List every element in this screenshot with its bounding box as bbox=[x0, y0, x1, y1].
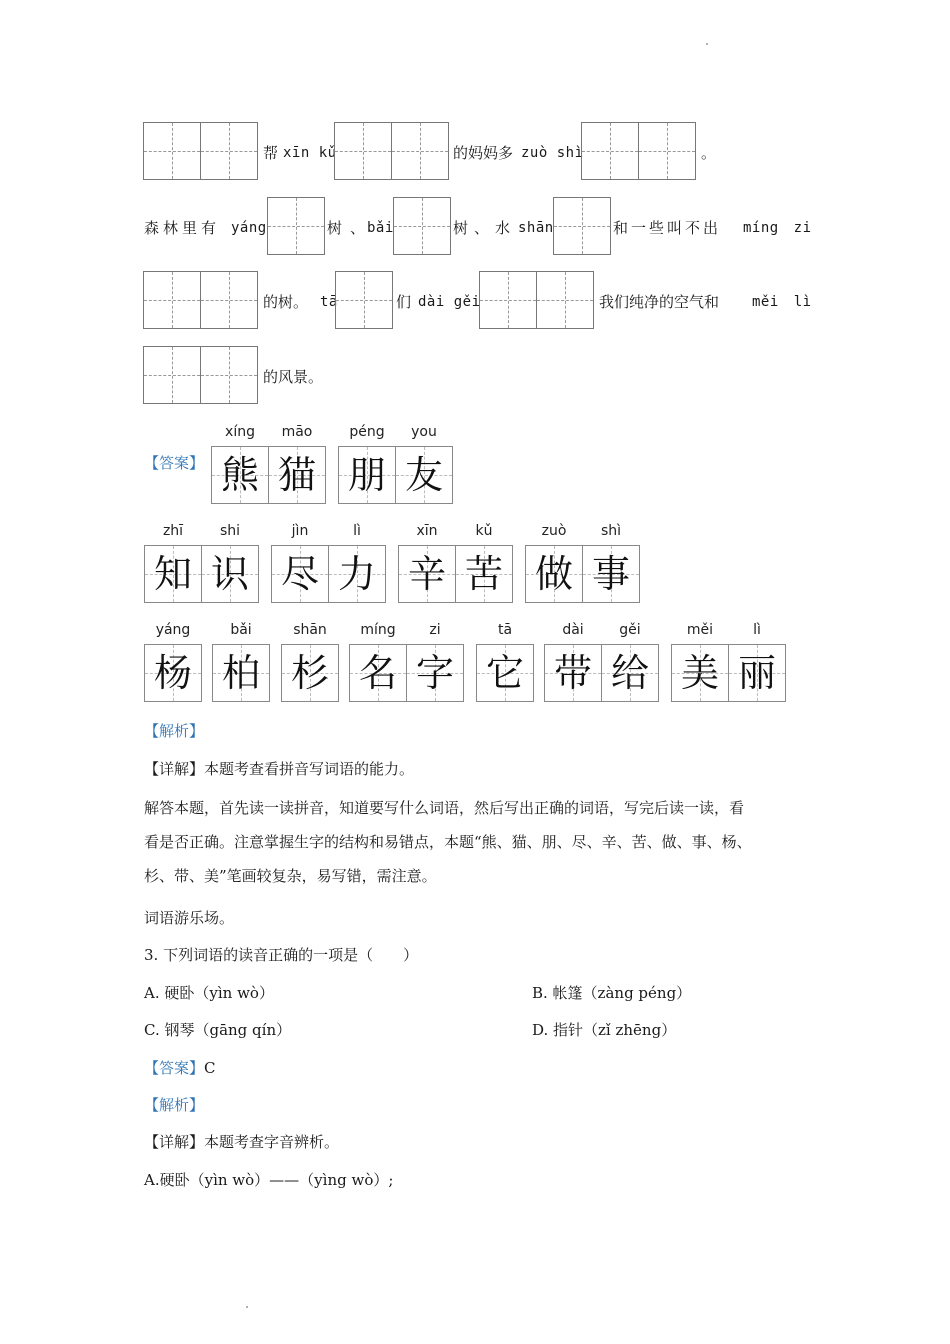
answer3: C bbox=[204, 1059, 216, 1077]
analysis-label: 【解析】 bbox=[144, 1096, 205, 1114]
answer-pinyin: péng bbox=[349, 424, 385, 440]
answer-char-cell bbox=[544, 644, 602, 702]
answer-grid bbox=[525, 545, 640, 603]
answer-char: 美 bbox=[680, 651, 719, 695]
text: 们 bbox=[396, 293, 412, 311]
option-a[interactable]: A. 硬卧（yìn wò） bbox=[144, 984, 274, 1002]
answer-char: 丽 bbox=[737, 651, 776, 695]
blank-grid[interactable] bbox=[581, 122, 696, 180]
answer-char: 事 bbox=[591, 552, 630, 596]
answer-grid bbox=[671, 644, 786, 702]
answer-char: 辛 bbox=[407, 552, 446, 596]
answer3-line bbox=[144, 1058, 216, 1078]
text: 和一些叫不出 bbox=[613, 219, 722, 237]
blank-grid[interactable] bbox=[334, 122, 449, 180]
corner-dot bbox=[246, 1306, 248, 1308]
answer-char: 尽 bbox=[280, 552, 319, 596]
answer-grid bbox=[476, 644, 534, 702]
answer-grid bbox=[144, 644, 202, 702]
answer-pinyin: kǔ bbox=[475, 523, 493, 539]
answer-char: 力 bbox=[337, 552, 376, 596]
answer-pinyin: you bbox=[411, 424, 437, 440]
answer-char: 苦 bbox=[464, 552, 503, 596]
answer-char: 猫 bbox=[277, 453, 316, 497]
para-line: 杉、带、美”笔画较复杂，易写错，需注意。 bbox=[144, 867, 437, 885]
section-title: 词语游乐场。 bbox=[144, 909, 235, 927]
answer-char: 朋 bbox=[347, 453, 386, 497]
pinyin: míng zi bbox=[743, 220, 812, 236]
answer-pinyin: yáng bbox=[155, 622, 191, 638]
answer-pinyin: tā bbox=[497, 622, 513, 638]
answer-pinyin: xíng bbox=[225, 424, 255, 440]
answer-pinyin: xīn bbox=[416, 523, 438, 539]
answer-char-cell bbox=[144, 644, 202, 702]
detail-text: 本题考查看拼音写词语的能力。 bbox=[204, 760, 415, 778]
answer-char-cell bbox=[268, 446, 326, 504]
blank-grid[interactable] bbox=[335, 271, 393, 329]
answer-char: 名 bbox=[358, 651, 397, 695]
answer-pinyin: lì bbox=[353, 523, 361, 539]
option-d[interactable]: D. 指针（zǐ zhēng） bbox=[532, 1021, 677, 1039]
blank-grid[interactable] bbox=[267, 197, 325, 255]
answer-char-cell bbox=[271, 545, 329, 603]
answer-pinyin: dài bbox=[562, 622, 584, 638]
answer-grid bbox=[212, 644, 270, 702]
answer-char-cell bbox=[582, 545, 640, 603]
text: 我们纯净的空气和 bbox=[599, 293, 720, 311]
detail-label: 【详解】 bbox=[144, 1133, 205, 1151]
answer-char-cell bbox=[406, 644, 464, 702]
answer-char-cell bbox=[728, 644, 786, 702]
answer-char-cell bbox=[211, 446, 269, 504]
answer-pinyin: gěi bbox=[619, 622, 641, 638]
answer-pinyin: shān bbox=[293, 622, 327, 638]
answer-pinyin: lì bbox=[753, 622, 761, 638]
answer-char: 杨 bbox=[153, 651, 192, 695]
answer-label: 【答案】 bbox=[144, 454, 205, 472]
answer-char-cell bbox=[212, 644, 270, 702]
blank-grid[interactable] bbox=[553, 197, 611, 255]
answer-grid bbox=[349, 644, 464, 702]
answer-char-cell bbox=[398, 545, 456, 603]
answer-char: 友 bbox=[404, 453, 443, 497]
pinyin: měi lì bbox=[752, 294, 812, 310]
answer-grid bbox=[281, 644, 339, 702]
blank-grid[interactable] bbox=[143, 271, 258, 329]
answer-pinyin: měi bbox=[686, 622, 714, 638]
answer-pinyin: bǎi bbox=[230, 622, 252, 638]
answer-char-cell bbox=[395, 446, 453, 504]
para-line: 看是否正确。注意掌握生字的结构和易错点，本题“熊、猫、朋、尽、辛、苦、做、事、杨、 bbox=[144, 833, 752, 851]
answer-char: 它 bbox=[485, 651, 524, 695]
answer-char-cell bbox=[476, 644, 534, 702]
pinyin: shān bbox=[518, 220, 554, 236]
para-line: 解答本题，首先读一读拼音，知道要写什么词语，然后写出正确的词语，写完后读一读，看 bbox=[144, 799, 745, 817]
analysis-paragraph bbox=[144, 791, 809, 893]
text: 树、水 bbox=[453, 219, 517, 237]
answer-char-cell bbox=[671, 644, 729, 702]
text: 树、 bbox=[327, 219, 374, 237]
answer-grid bbox=[144, 545, 259, 603]
answer-pinyin: zuò bbox=[541, 523, 567, 539]
answer-char: 知 bbox=[153, 552, 192, 596]
text: 的树。 bbox=[263, 293, 309, 311]
blank-grid[interactable] bbox=[479, 271, 594, 329]
pinyin: zuò shì bbox=[521, 145, 584, 161]
answer-char: 做 bbox=[534, 552, 573, 596]
answer-label: 【答案】 bbox=[144, 1059, 205, 1077]
text: 的妈妈多 bbox=[453, 144, 514, 162]
blank-grid[interactable] bbox=[143, 346, 258, 404]
text: 帮 bbox=[263, 144, 279, 162]
answer-char: 带 bbox=[553, 651, 592, 695]
option-b[interactable]: B. 帐篷（zàng péng） bbox=[532, 984, 692, 1002]
answer-grid bbox=[338, 446, 453, 504]
analysis-label: 【解析】 bbox=[144, 722, 205, 740]
pinyin: yáng bbox=[231, 220, 267, 236]
text: 的风景。 bbox=[263, 368, 324, 386]
answer-char: 给 bbox=[610, 651, 649, 695]
answer-char-cell bbox=[281, 644, 339, 702]
answer-grid bbox=[271, 545, 386, 603]
pinyin: bǎi bbox=[367, 220, 394, 236]
answer-char: 柏 bbox=[221, 651, 260, 695]
blank-grid[interactable] bbox=[143, 122, 258, 180]
last-line: A.硬卧（yìn wò）——（yìng wò）; bbox=[144, 1171, 394, 1189]
answer-grid bbox=[211, 446, 326, 504]
corner-dot bbox=[706, 43, 708, 45]
text: 森林里有 bbox=[144, 219, 221, 237]
answer-pinyin: shi bbox=[219, 523, 241, 539]
pinyin: dài gěi bbox=[418, 294, 481, 310]
question-stem: 3. 下列词语的读音正确的一项是（ ） bbox=[144, 946, 419, 964]
answer-pinyin: jìn bbox=[291, 523, 309, 539]
answer-pinyin: zhī bbox=[162, 523, 184, 539]
option-c[interactable]: C. 钢琴（gāng qín） bbox=[144, 1021, 292, 1039]
answer-char-cell bbox=[455, 545, 513, 603]
answer-char: 熊 bbox=[220, 453, 259, 497]
answer-grid bbox=[544, 644, 659, 702]
text: 。 bbox=[701, 144, 717, 162]
answer-char-cell bbox=[525, 545, 583, 603]
answer-char-cell bbox=[201, 545, 259, 603]
detail-line bbox=[144, 1132, 339, 1152]
answer-char: 杉 bbox=[290, 651, 329, 695]
answer-char: 字 bbox=[415, 651, 454, 695]
answer-char-cell bbox=[144, 545, 202, 603]
answer-pinyin: míng bbox=[360, 622, 396, 638]
answer-grid bbox=[398, 545, 513, 603]
detail-text: 本题考查字音辨析。 bbox=[204, 1133, 340, 1151]
answer-char: 识 bbox=[210, 552, 249, 596]
answer-char-cell bbox=[349, 644, 407, 702]
answer-char-cell bbox=[328, 545, 386, 603]
answer-char-cell bbox=[601, 644, 659, 702]
pinyin: xīn kǔ bbox=[283, 145, 337, 161]
detail-label: 【详解】 bbox=[144, 760, 205, 778]
blank-grid[interactable] bbox=[393, 197, 451, 255]
detail-line bbox=[144, 759, 414, 779]
answer-pinyin: māo bbox=[281, 424, 313, 440]
answer-char-cell bbox=[338, 446, 396, 504]
answer-pinyin: shì bbox=[600, 523, 622, 539]
pinyin: tā bbox=[320, 294, 338, 310]
answer-pinyin: zi bbox=[429, 622, 441, 638]
